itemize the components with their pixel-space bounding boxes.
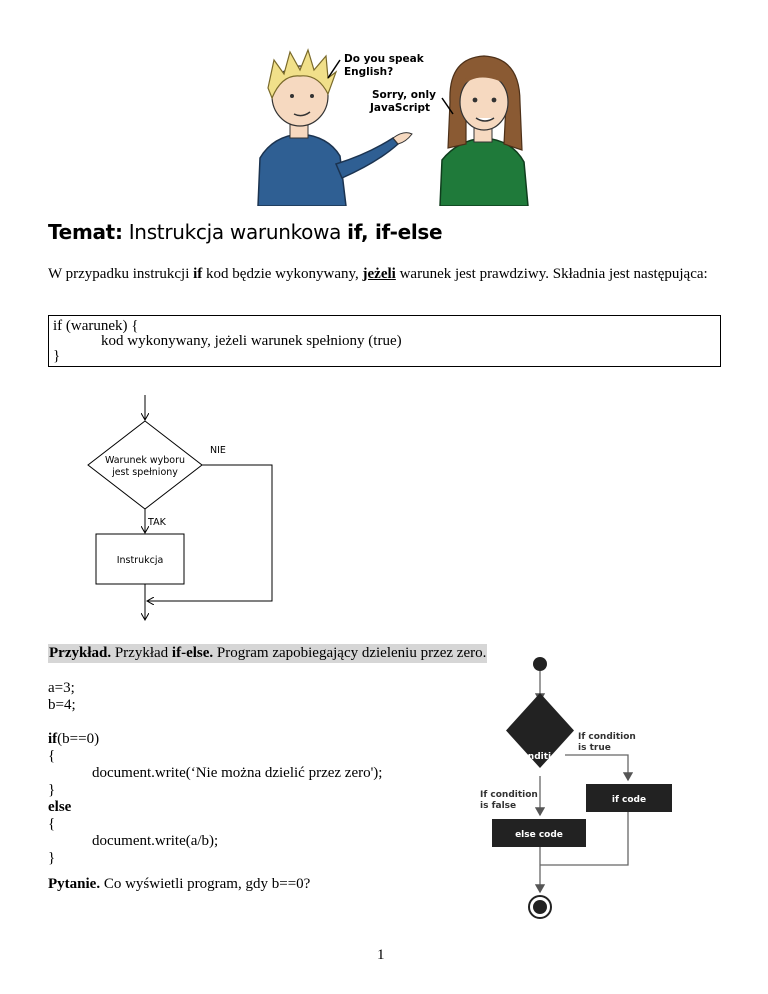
syntax-line-2: kod wykonywany, jeżeli warunek spełniony (true) <box>101 333 402 349</box>
code-line: } <box>48 850 56 866</box>
syntax-line-3: } <box>53 348 61 364</box>
code-line: { <box>48 816 56 832</box>
intro-emphasis: jeżeli <box>362 266 396 282</box>
example-keyword: if-else. <box>171 645 214 661</box>
heading-prefix: Temat: <box>48 220 123 244</box>
example-text-1: Przykład <box>111 645 172 661</box>
question-line <box>48 876 310 893</box>
code-line: } <box>48 782 56 798</box>
code-line: { <box>48 748 56 764</box>
true-label-1: If condition <box>578 732 636 742</box>
girl-figure <box>440 56 528 206</box>
page-number: 1 <box>377 947 385 963</box>
heading-middle: Instrukcja warunkowa <box>122 220 348 244</box>
example-text-2: Program zapobiegający dzieleniu przez zero. <box>213 645 487 661</box>
syntax-box <box>48 315 721 367</box>
if-flowchart <box>78 395 290 627</box>
code-line: b=4; <box>48 697 76 713</box>
else-code-label: else code <box>515 830 563 840</box>
question-text: Co wyświetli program, gdy b==0? <box>100 876 311 892</box>
intro-text-2: kod będzie wykonywany, <box>202 266 363 282</box>
code-line: document.write(a/b); <box>92 833 219 849</box>
intro-text-1: W przypadku instrukcji <box>48 266 194 282</box>
false-label-2: is false <box>480 801 517 811</box>
bubble-left-line-2: English? <box>344 66 394 78</box>
condition-text-1: Warunek wyboru <box>104 455 186 466</box>
code-gap <box>48 714 382 731</box>
bubble-right-line-2: JavaScript <box>370 102 431 114</box>
intro-paragraph <box>48 265 720 283</box>
code-line <box>48 799 382 816</box>
if-else-flowchart <box>478 655 678 935</box>
page-heading <box>48 220 442 244</box>
true-label-2: is true <box>578 743 611 753</box>
example-label: Przykład. <box>49 645 112 661</box>
intro-keyword-if: if <box>193 266 203 282</box>
code-keyword-if: if <box>48 731 58 747</box>
start-node <box>533 657 547 671</box>
code-line: a=3; <box>48 680 75 696</box>
code-keyword-else: else <box>48 799 72 815</box>
bubble-left-line-1: Do you speak <box>344 53 424 65</box>
instruction-text: Instrukcja <box>116 555 164 566</box>
syntax-line-1: if (warunek) { <box>53 318 139 334</box>
condition-node-label: condition <box>516 752 564 762</box>
code-line: document.write(‘Nie można dzielić przez zero'); <box>92 765 383 781</box>
code-example <box>48 680 382 867</box>
end-node-inner <box>533 900 547 914</box>
false-label-1: If condition <box>480 790 538 800</box>
condition-text-2: jest spełniony <box>112 467 178 478</box>
question-label: Pytanie. <box>48 876 101 892</box>
no-label: NIE <box>210 445 226 456</box>
example-line <box>48 644 487 663</box>
bubble-right-line-1: Sorry, only <box>372 89 436 101</box>
if-code-label: if code <box>611 795 647 805</box>
intro-text-3: warunek jest prawdziwy. Składnia jest następująca: <box>395 266 708 282</box>
comic-illustration <box>228 38 540 206</box>
code-line <box>48 731 382 748</box>
code-if-condition: (b==0) <box>57 731 100 747</box>
yes-label: TAK <box>148 517 166 528</box>
heading-keywords: if, if-else <box>347 220 443 244</box>
